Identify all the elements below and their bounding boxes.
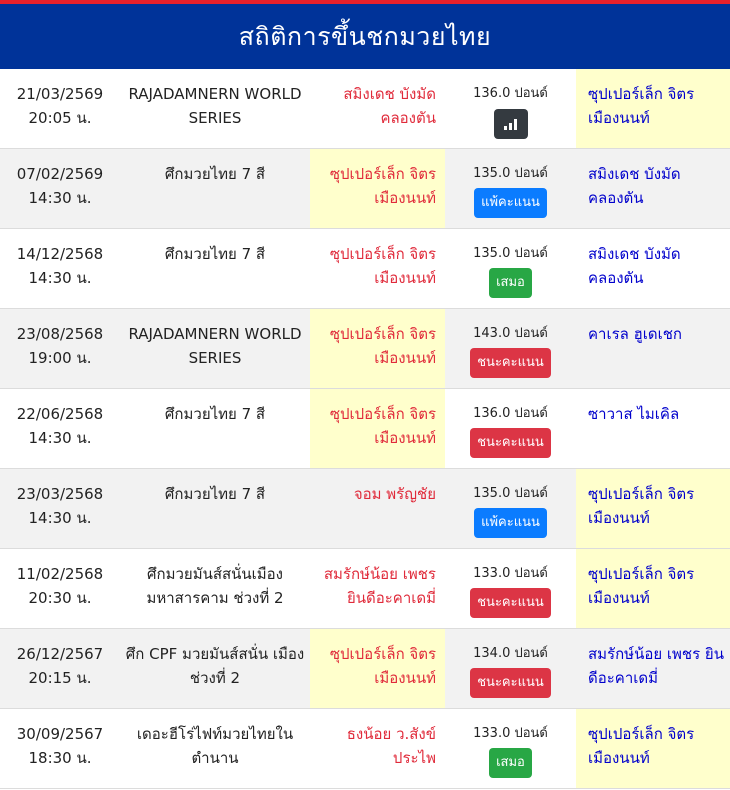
result-badge[interactable]: แพ้คะแนน: [474, 508, 547, 538]
blue-corner-fighter[interactable]: ซุปเปอร์เล็ก จิตร เมืองนนท์: [576, 709, 730, 788]
fight-row: [0, 709, 730, 789]
fight-date: 26/12/2567: [16, 645, 104, 663]
fight-row: [0, 629, 730, 709]
fight-date-cell: [0, 629, 120, 708]
weight-label: [445, 245, 576, 263]
fight-row: [0, 149, 730, 229]
red-corner-fighter[interactable]: สมิงเดช บังมัด คลองตัน: [343, 85, 436, 127]
fight-time: 20:05 น.: [28, 109, 92, 127]
fight-date: 14/12/2568: [16, 245, 104, 263]
fight-date-cell: [0, 709, 120, 788]
weight-label: [445, 165, 576, 183]
red-corner-fighter[interactable]: ซุปเปอร์เล็ก จิตร เมืองนนท์: [310, 309, 445, 388]
fight-row: [0, 309, 730, 389]
fight-row: [0, 389, 730, 469]
stats-button[interactable]: [494, 109, 528, 139]
fight-time: 14:30 น.: [28, 509, 92, 527]
event-name[interactable]: เดอะฮีโร่ไฟท์มวยไทยใน ตำนาน: [136, 725, 294, 767]
red-corner-fighter[interactable]: สมรักษ์น้อย เพชร ยินดีอะคาเดมี่: [323, 565, 436, 607]
fight-date: 22/06/2568: [16, 405, 104, 423]
weight-result-cell: [445, 469, 576, 548]
blue-corner-fighter[interactable]: ซาวาส ไมเคิล: [588, 405, 680, 423]
fight-date-cell: [0, 389, 120, 468]
blue-corner-fighter[interactable]: สมรักษ์น้อย เพชร ยินดีอะคาเดมี่: [588, 645, 724, 687]
fight-date: 21/03/2569: [16, 85, 104, 103]
result-badge[interactable]: ชนะคะแนน: [470, 668, 551, 698]
weight-result-cell: [445, 709, 576, 788]
event-name[interactable]: ศึกมวยมันส์สนั่นเมือง มหาสารคาม ช่วงที่ 2: [146, 565, 284, 607]
weight-value: 136.0: [473, 86, 511, 101]
fight-date-cell: [0, 229, 120, 308]
blue-corner-fighter[interactable]: คาเรล ฮูเดเชก: [588, 325, 683, 343]
weight-unit: ปอนด์: [514, 246, 548, 261]
fight-record-list: [0, 69, 730, 789]
result-badge[interactable]: ชนะคะแนน: [470, 588, 551, 618]
weight-result-cell: [445, 549, 576, 628]
fight-time: 14:30 น.: [28, 429, 92, 447]
red-corner-fighter[interactable]: ซุปเปอร์เล็ก จิตร เมืองนนท์: [310, 389, 445, 468]
fight-time: 19:00 น.: [28, 349, 92, 367]
fight-date: 23/08/2568: [16, 325, 104, 343]
blue-corner-fighter[interactable]: ซุปเปอร์เล็ก จิตร เมืองนนท์: [576, 69, 730, 148]
result-badge[interactable]: ชนะคะแนน: [470, 348, 551, 378]
fight-date-cell: [0, 149, 120, 228]
fight-date: 30/09/2567: [16, 725, 104, 743]
weight-result-cell: [445, 309, 576, 388]
fight-time: 20:30 น.: [28, 589, 92, 607]
event-name[interactable]: ศึกมวยไทย 7 สี: [164, 485, 266, 503]
weight-unit: ปอนด์: [514, 566, 548, 581]
weight-label: [445, 565, 576, 583]
weight-unit: ปอนด์: [514, 646, 548, 661]
result-badge[interactable]: เสมอ: [489, 268, 532, 298]
red-corner-fighter[interactable]: จอม พรัญชัย: [353, 485, 436, 503]
result-badge[interactable]: ชนะคะแนน: [470, 428, 551, 458]
bar-chart-icon: [503, 117, 519, 131]
event-name[interactable]: RAJADAMNERN WORLD SERIES: [128, 325, 302, 367]
red-corner-fighter[interactable]: ซุปเปอร์เล็ก จิตร เมืองนนท์: [329, 245, 436, 287]
weight-value: 136.0: [473, 406, 511, 421]
fight-date-cell: [0, 469, 120, 548]
weight-value: 135.0: [473, 166, 511, 181]
weight-result-cell: [445, 389, 576, 468]
weight-result-cell: [445, 149, 576, 228]
weight-unit: ปอนด์: [514, 406, 548, 421]
weight-result-cell: [445, 69, 576, 148]
event-name[interactable]: ศึกมวยไทย 7 สี: [164, 405, 266, 423]
red-corner-fighter[interactable]: ธงน้อย ว.สังข์ ประไพ: [346, 725, 436, 767]
fight-date: 07/02/2569: [16, 165, 104, 183]
fight-date-cell: [0, 69, 120, 148]
fight-time: 14:30 น.: [28, 189, 92, 207]
fight-time: 18:30 น.: [28, 749, 92, 767]
weight-value: 133.0: [473, 726, 511, 741]
fight-date: 11/02/2568: [16, 565, 104, 583]
blue-corner-fighter[interactable]: สมิงเดช บังมัด คลองตัน: [588, 165, 681, 207]
fight-time: 14:30 น.: [28, 269, 92, 287]
blue-corner-fighter[interactable]: ซุปเปอร์เล็ก จิตร เมืองนนท์: [576, 549, 730, 628]
blue-corner-fighter[interactable]: สมิงเดช บังมัด คลองตัน: [588, 245, 681, 287]
red-corner-fighter[interactable]: ซุปเปอร์เล็ก จิตร เมืองนนท์: [310, 149, 445, 228]
weight-label: [445, 405, 576, 423]
weight-value: 135.0: [473, 246, 511, 261]
page-title: สถิติการขึ้นชกมวยไทย: [238, 21, 492, 51]
event-name[interactable]: ศึก CPF มวยมันส์สนั่น เมือง ช่วงที่ 2: [125, 645, 305, 687]
fight-date-cell: [0, 549, 120, 628]
weight-unit: ปอนด์: [514, 326, 548, 341]
event-name[interactable]: RAJADAMNERN WORLD SERIES: [128, 85, 302, 127]
fight-row: [0, 69, 730, 149]
weight-value: 135.0: [473, 486, 511, 501]
weight-unit: ปอนด์: [514, 166, 548, 181]
weight-label: [445, 645, 576, 663]
fight-row: [0, 229, 730, 309]
weight-unit: ปอนด์: [514, 486, 548, 501]
weight-unit: ปอนด์: [514, 86, 548, 101]
result-badge[interactable]: แพ้คะแนน: [474, 188, 547, 218]
weight-value: 134.0: [473, 646, 511, 661]
weight-label: [445, 485, 576, 503]
weight-unit: ปอนด์: [514, 726, 548, 741]
weight-label: [445, 325, 576, 343]
blue-corner-fighter[interactable]: ซุปเปอร์เล็ก จิตร เมืองนนท์: [576, 469, 730, 548]
fight-row: [0, 549, 730, 629]
weight-result-cell: [445, 629, 576, 708]
weight-value: 143.0: [473, 326, 511, 341]
fight-row: [0, 469, 730, 549]
weight-label: [445, 725, 576, 743]
fight-date: 23/03/2568: [16, 485, 104, 503]
weight-value: 133.0: [473, 566, 511, 581]
page-header: [0, 0, 730, 69]
weight-label: [445, 85, 576, 103]
event-name[interactable]: ศึกมวยไทย 7 สี: [164, 165, 266, 183]
weight-result-cell: [445, 229, 576, 308]
red-corner-fighter[interactable]: ซุปเปอร์เล็ก จิตร เมืองนนท์: [310, 629, 445, 708]
fight-date-cell: [0, 309, 120, 388]
fight-time: 20:15 น.: [28, 669, 92, 687]
result-badge[interactable]: เสมอ: [489, 748, 532, 778]
event-name[interactable]: ศึกมวยไทย 7 สี: [164, 245, 266, 263]
